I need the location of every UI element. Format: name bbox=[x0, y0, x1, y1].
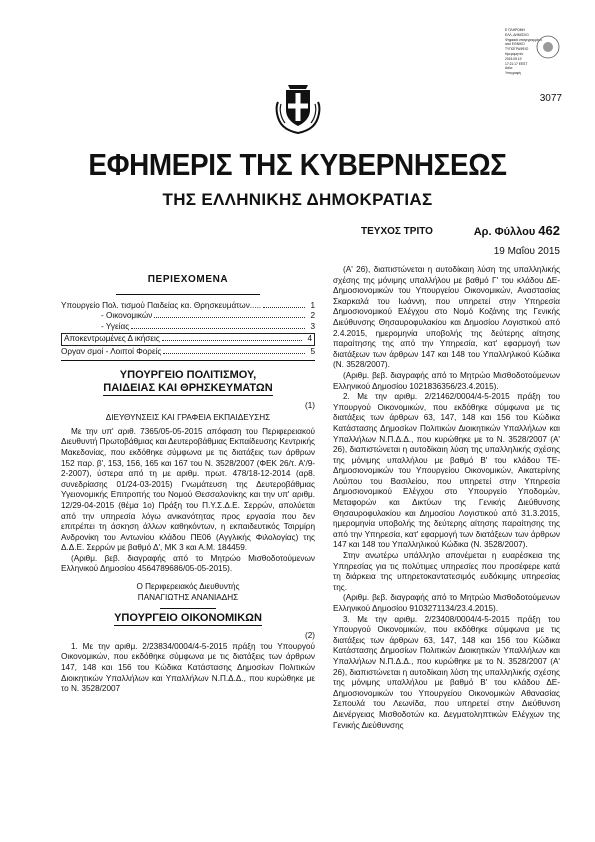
section-heading: ΔΙΕΥΘΥΝΣΕΙΣ ΚΑΙ ΓΡΑΦΕΙΑ ΕΚΠΑΙΔΕΥΣΗΣ bbox=[105, 413, 271, 423]
registry-note: (Αριθμ. βεβ. διαγραφής από το Μητρώο Μισθοδοτούμενων Ελληνικού Δημοσίου 4564789686/05-05-2015). bbox=[61, 553, 315, 574]
item-number: (2) bbox=[304, 631, 315, 641]
page-number: 3077 bbox=[539, 93, 562, 104]
toc-item[interactable]: - Οικονομικών 2 bbox=[101, 311, 315, 321]
sheet-label: Αρ. Φύλλου bbox=[473, 226, 536, 238]
decision-text: 1. Με την αριθμ. 2/23834/0004/4-5-2015 πράξη του Υπουργού Οικονομικών, που εκδόθηκε σύμφωνα με τις διατάξεις των άρθρων 147, 148 και 156 του Κώδικα Κατάστασης Δημοσίων Πολιτικών Διοικητικών Υπαλλήλων και Υπαλλήλων Ν.Π.Δ.Δ., που κυρώθηκε με το Ν. 3528/2007 bbox=[61, 641, 315, 694]
toc-title: ΠΕΡΙΕΧΟΜΕΝΑ bbox=[147, 274, 229, 285]
issue-series: ΤΕΥΧΟΣ ΤΡΙΤΟ bbox=[361, 226, 433, 237]
gazette-subtitle: ΤΗΣ ΕΛΛΗΝΙΚΗΣ ΔΗΜΟΚΡΑΤΙΑΣ bbox=[162, 190, 433, 209]
issue-date: 19 Μαΐου 2015 bbox=[493, 246, 560, 257]
signatory-name: ΠΑΝΑΓΙΩΤΗΣ ΑΝΑΝΙΑΔΗΣ bbox=[137, 592, 239, 602]
section-divider bbox=[160, 608, 216, 609]
sheet-number bbox=[474, 223, 560, 238]
decision-text: Στην ανωτέρω υπάλληλο απονέμεται η ευαρέσκεια της Υπηρεσίας για τις πολύτιμες υπηρεσίες που προσέφερε κατά τη διάρκεια της υπηρετοκαντατεσιμός ευδόκιμης υπηρεσίας της. bbox=[333, 551, 560, 592]
decision-text: Με την υπ' αριθ. 7365/05-05-2015 απόφαση του Περιφερειακού Διευθυντή Πρωτοβάθμιας και Δευτεροβάθμιας Εκπαίδευσης Κεντρικής Μακεδονίας, που εκδόθηκε σύμφωνα με τις διατάξεις των άρθρων 152 παρ. β', 153, 156, 165 και 167 του Ν. 3528/2007 (ΦΕΚ 26/τ. Α'/9-2-2007), ύστερα από τη με αριθμ. πρωτ. 478/18-12-2014 (αρ8. συνεδρίασης 01/24-03-2015) Γνωμάτευση της Δευτεροβάθμιας Υγειονομικής Επιτροπής του Νομού Θεσσαλονίκης και την υπ' αριθμ. 12/29-04-2015 (θέμα 1ο) Πράξη του Π.Υ.Σ.Δ.Ε. Σερρών, απολύεται από την υπηρεσία λόγω ανικανότητας προς εργασία που δεν επιτρέπει τη άσκηση άλλων καθηκόντων, η εκπαιδευτικός Τσιρμίρη Ανδρονίκη του Αντωνίου κλάδου ΠΕ06 (Αγγλικής Φιλολογίας) της Δ.Δ.Ε. Σερρών με βαθμό Δ', ΜΚ 3 και Α.Μ. 184459. bbox=[61, 426, 315, 553]
left-column bbox=[61, 267, 315, 695]
toc-item[interactable]: Οργαν σμοί - Λοιποί Φορείς 5 bbox=[61, 346, 315, 356]
sheet-value: 462 bbox=[538, 223, 560, 238]
item-number: (1) bbox=[304, 400, 315, 410]
ministry-heading: ΥΠΟΥΡΓΕΙΟ ΠΟΛΙΤΙΣΜΟΥ, ΠΑΙΔΕΙΑΣ ΚΑΙ ΘΡΗΣΚΕΥΜΑΤΩΝ bbox=[103, 368, 273, 394]
registry-note: (Αριθμ. βεβ. διαγραφής από το Μητρώο Μισθοδοτούμενων Ελληνικού Δημοσίου 9103271134/23.4.2015). bbox=[333, 593, 560, 613]
decision-text: (Α' 26), διαπιστώνεται η αυτοδίκαιη λύση της υπαλληλικής σχέσης της μόνιμης υπαλλήλου με βαθμό Γ' του κλάδου ΔΕ-Δημοσιονομικών του Υπουργείου Οικονομικών, Αναστασίας Σκαρκαλά του Ιωάννη, που υπηρετεί στην Υπηρεσία Δημοσιονομικού Ελέγχου στο Νομό Κοζάνης της Γενικής Διεύθυνσης Θησαυροφυλακίου και Δημοσίου Λογιστικού από 2.4.2015, ημερομηνία υποβολής της δεύτερης αίτησης παραίτησης της από την Υπηρεσία, κατ' εφαρμογή των διατάξεων των άρθρων 147 και 148 του Υπαλληλικού Κώδικα (Ν. 3528/2007). bbox=[333, 265, 560, 370]
registry-note: (Αριθμ. βεβ. διαγραφής από το Μητρώο Μισθοδοτούμενων Ελληνικού Δημοσίου 1021836356/23.4.2015). bbox=[333, 370, 560, 391]
greek-coat-of-arms-icon bbox=[271, 82, 325, 134]
gazette-title: ΕΦΗΜΕΡΙΣ ΤΗΣ ΚΥΒΕΡΝΗΣΕΩΣ bbox=[88, 147, 507, 182]
decision-text: 2. Με την αριθμ. 2/21462/0004/4-5-2015 πράξη του Υπουργού Οικονομικών, που εκδόθηκε σύμφωνα με τις διατάξεις των άρθρων 63, 147, 148 και 156 του Κώδικα Κατάστασης Δημοσίων Πολιτικών Διοικητικών Υπαλλήλων και Υπαλλήλων Ν.Π.Δ.Δ., που κυρώθηκε με το Ν. 3528/2007 (Α' 26), διαπιστώνεται η αυτοδίκαιη λύση της υπαλληλικής σχέσης της μόνιμης υπαλλήλου με βαθμό Β' του κλάδου ΤΕ-Δημοσιονομικών του Υπουργείου Οικονομικών, Αικατερίνης Λούπου του Βασιλείου, που υπηρετεί στην Υπηρεσία Δημοσιονομικού Ελέγχου στο Υπουργείο Υποδομών, Μεταφορών και Δικτύων της Γενικής Διεύθυνσης Θησαυροφυλακίου και Δημοσίου Λογιστικού από 31.3.2015, ημερομηνία υποβολής της δεύτερης αίτησης παραίτησης της από την Υπηρεσία, κατ' εφαρμογή των διατάξεων των άρθρων 147 και 148 του Υπαλληλικού Κώδικα (Ν. 3528/2007). bbox=[333, 392, 560, 550]
signatory-role: Ο Περιφερειακός Διευθυντής bbox=[136, 582, 240, 592]
toc-bottom-rule bbox=[61, 360, 315, 361]
toc-item[interactable]: - Υγείας 3 bbox=[101, 321, 315, 331]
signature-seal-icon bbox=[535, 34, 561, 60]
toc-item[interactable]: Αποκεντρωμένες Δ ικήσεις 4 bbox=[61, 333, 315, 346]
ministry-heading: ΥΠΟΥΡΓΕΙΟ ΟΙΚΟΝΟΜΙΚΩΝ bbox=[114, 612, 262, 625]
decision-text: 3. Με την αριθμ. 2/23408/0004/4-5-2015 πράξη του Υπουργού Οικονομικών, που εκδόθηκε σύμφωνα με τις διατάξεις των άρθρων 63, 147, 148 και 156 του Κώδικα Κατάστασης Δημοσίων Πολιτικών Διοικητικών Υπαλλήλων και Υπαλλήλων Ν.Π.Δ.Δ., που κυρώθηκε με το Ν. 3528/2007 (Α' 26), διαπιστώνεται η αυτοδίκαιη λύση της υπαλληλικής σχέσης της μόνιμης υπαλλήλου με βαθμό Β' του κλάδου ΔΕ-Δημοσιονομικών του Υπουργείου Οικονομικών Αθανασίας Σεπουλά του Λεωνίδα, που υπηρετεί στην Διεύθυνση Διενέργειας Μισθοδοτών κα. Δεγματοληπτικών Ελέγχων της Γενικής Διεύθυνσης bbox=[333, 614, 560, 730]
toc-item[interactable]: Υπουργείο Πολ. τισμού Παιδείας κα. Θρησκευμάτων..... 1 bbox=[61, 300, 315, 310]
digital-signature-stamp: Ε ΠΛΗΡΩΜΗ ΕΛΛ. ΔΗΜΟΣΙΟ Ψηφιακά υπογεγραμμένο από ΕΘΝΙΚΟ ΤΥΠΟΓΡΑΦΕΙΟ Ημερομηνία: 2015.05.19 17:21:17 EEST Αιτία: Υπογραφή bbox=[505, 28, 565, 86]
right-column bbox=[333, 265, 560, 731]
